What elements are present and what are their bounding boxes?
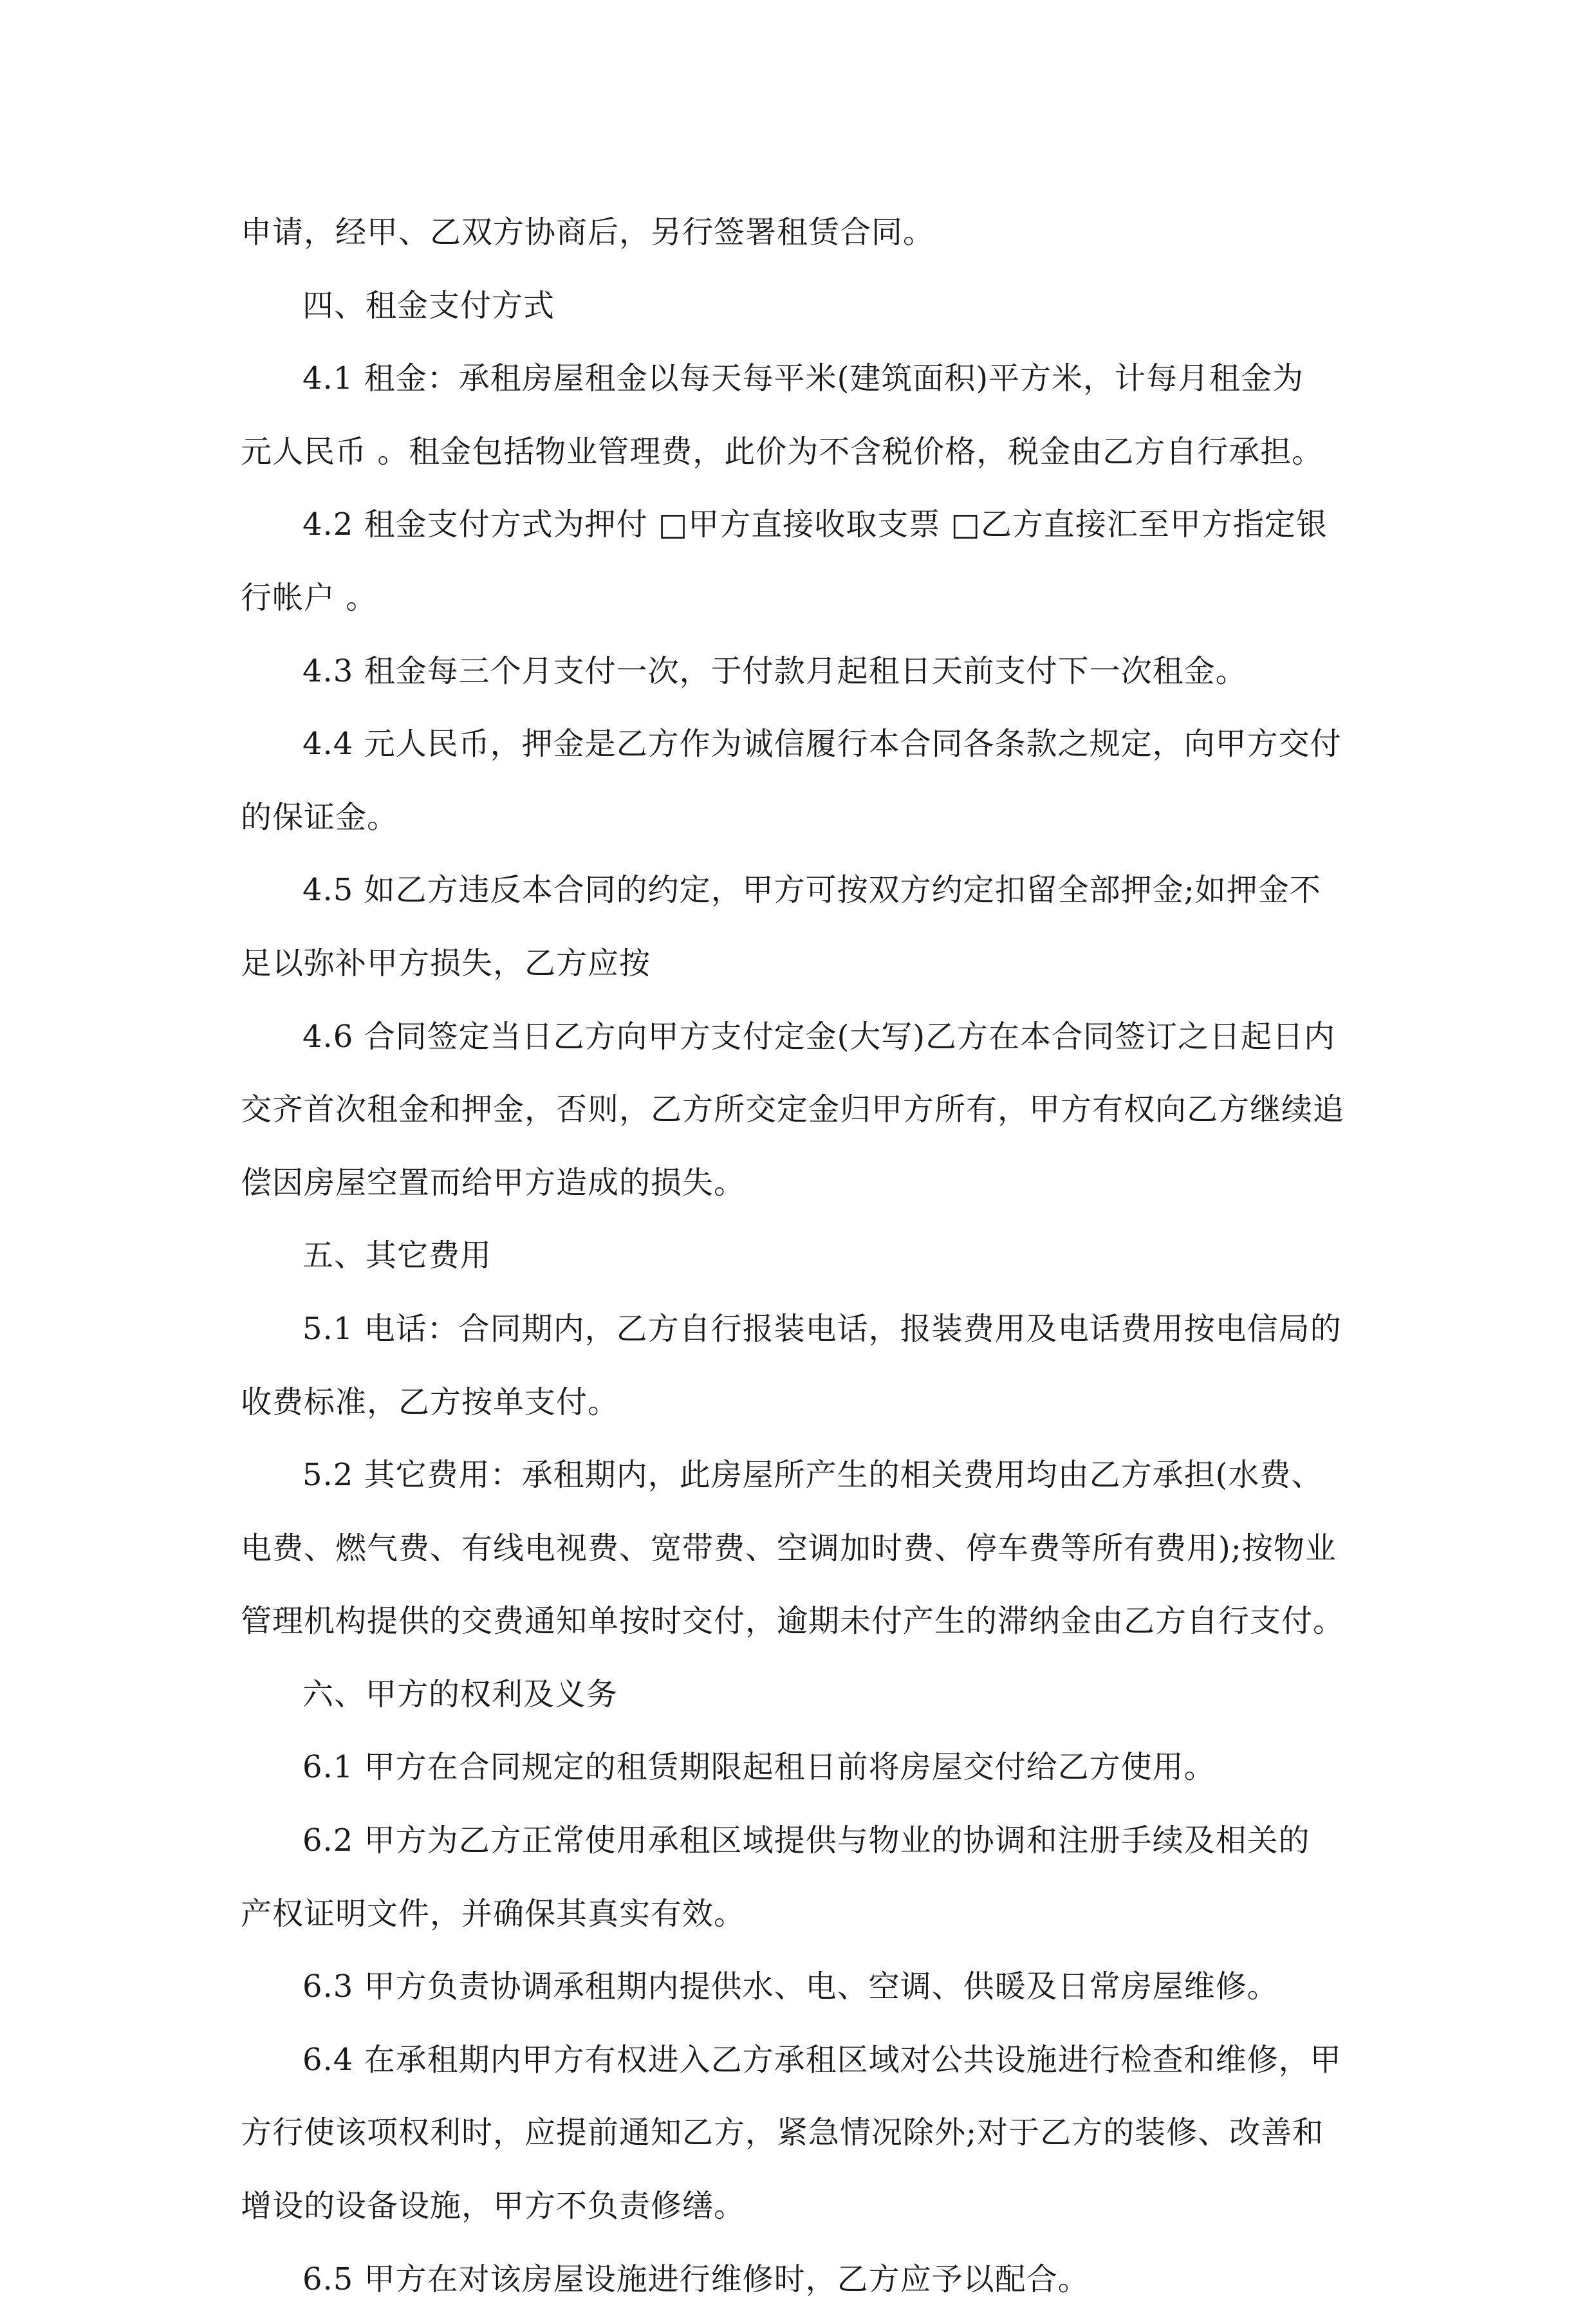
document-line: 管理机构提供的交费通知单按时交付，逾期未付产生的滞纳金由乙方自行支付。 — [241, 1603, 1345, 1640]
document-line: 电费、燃气费、有线电视费、宽带费、空调加时费、停车费等所有费用);按物业 — [241, 1530, 1337, 1566]
document-line: 方行使该项权利时，应提前通知乙方，紧急情况除外;对于乙方的装修、改善和 — [241, 2115, 1324, 2151]
document-line: 6.5 甲方在对该房屋设施进行维修时，乙方应予以配合。 — [302, 2261, 1090, 2297]
document-line: 行帐户 。 — [241, 579, 378, 616]
document-line: 4.3 租金每三个月支付一次，于付款月起租日天前支付下一次租金。 — [302, 653, 1247, 689]
document-line: 五、其它费用 — [302, 1237, 492, 1274]
document-line: 5.1 电话：合同期内，乙方自行报装电话，报装费用及电话费用按电信局的 — [302, 1310, 1342, 1347]
document-line: 6.1 甲方在合同规定的租赁期限起租日前将房屋交付给乙方使用。 — [302, 1749, 1216, 1786]
document-line: 6.4 在承租期内甲方有权进入乙方承租区域对公共设施进行检查和维修，甲 — [302, 2041, 1342, 2078]
document-line: 申请，经甲、乙双方协商后，另行签署租赁合同。 — [241, 214, 935, 250]
document-line: 4.5 如乙方违反本合同的约定，甲方可按双方约定扣留全部押金;如押金不 — [302, 872, 1321, 909]
document-line: 六、甲方的权利及义务 — [302, 1676, 618, 1712]
document-line: 的保证金。 — [241, 799, 399, 835]
document-line: 6.3 甲方负责协调承租期内提供水、电、空调、供暖及日常房屋维修。 — [302, 1969, 1279, 2005]
document-line: 四、租金支付方式 — [302, 287, 555, 324]
document-line: 4.2 租金支付方式为押付 □甲方直接收取支票 □乙方直接汇至甲方指定银 — [302, 506, 1328, 543]
document-body — [241, 196, 1360, 2316]
document-line: 元人民币 。租金包括物业管理费，此价为不含税价格，税金由乙方自行承担。 — [241, 433, 1324, 470]
document-line: 偿因房屋空置而给甲方造成的损失。 — [241, 1164, 746, 1201]
document-line: 6.2 甲方为乙方正常使用承租区域提供与物业的协调和注册手续及相关的 — [302, 1822, 1310, 1859]
document-line: 5.2 其它费用：承租期内，此房屋所产生的相关费用均由乙方承担(水费、 — [302, 1457, 1323, 1494]
document-line: 交齐首次租金和押金，否则，乙方所交定金归甲方所有，甲方有权向乙方继续追 — [241, 1091, 1345, 1128]
document-line: 产权证明文件，并确保其真实有效。 — [241, 1895, 746, 1932]
document-line: 4.6 合同签定当日乙方向甲方支付定金(大写)乙方在本合同签订之日起日内 — [302, 1018, 1336, 1055]
document-line: 收费标准，乙方按单支付。 — [241, 1384, 620, 1420]
document-line: 4.4 元人民币，押金是乙方作为诚信履行本合同各条款之规定，向甲方交付 — [302, 726, 1342, 763]
document-line: 足以弥补甲方损失，乙方应按 — [241, 945, 651, 981]
document-line: 增设的设备设施，甲方不负责修缮。 — [241, 2188, 746, 2225]
document-line: 4.1 租金：承租房屋租金以每天每平米(建筑面积)平方米，计每月租金为 — [302, 360, 1304, 397]
